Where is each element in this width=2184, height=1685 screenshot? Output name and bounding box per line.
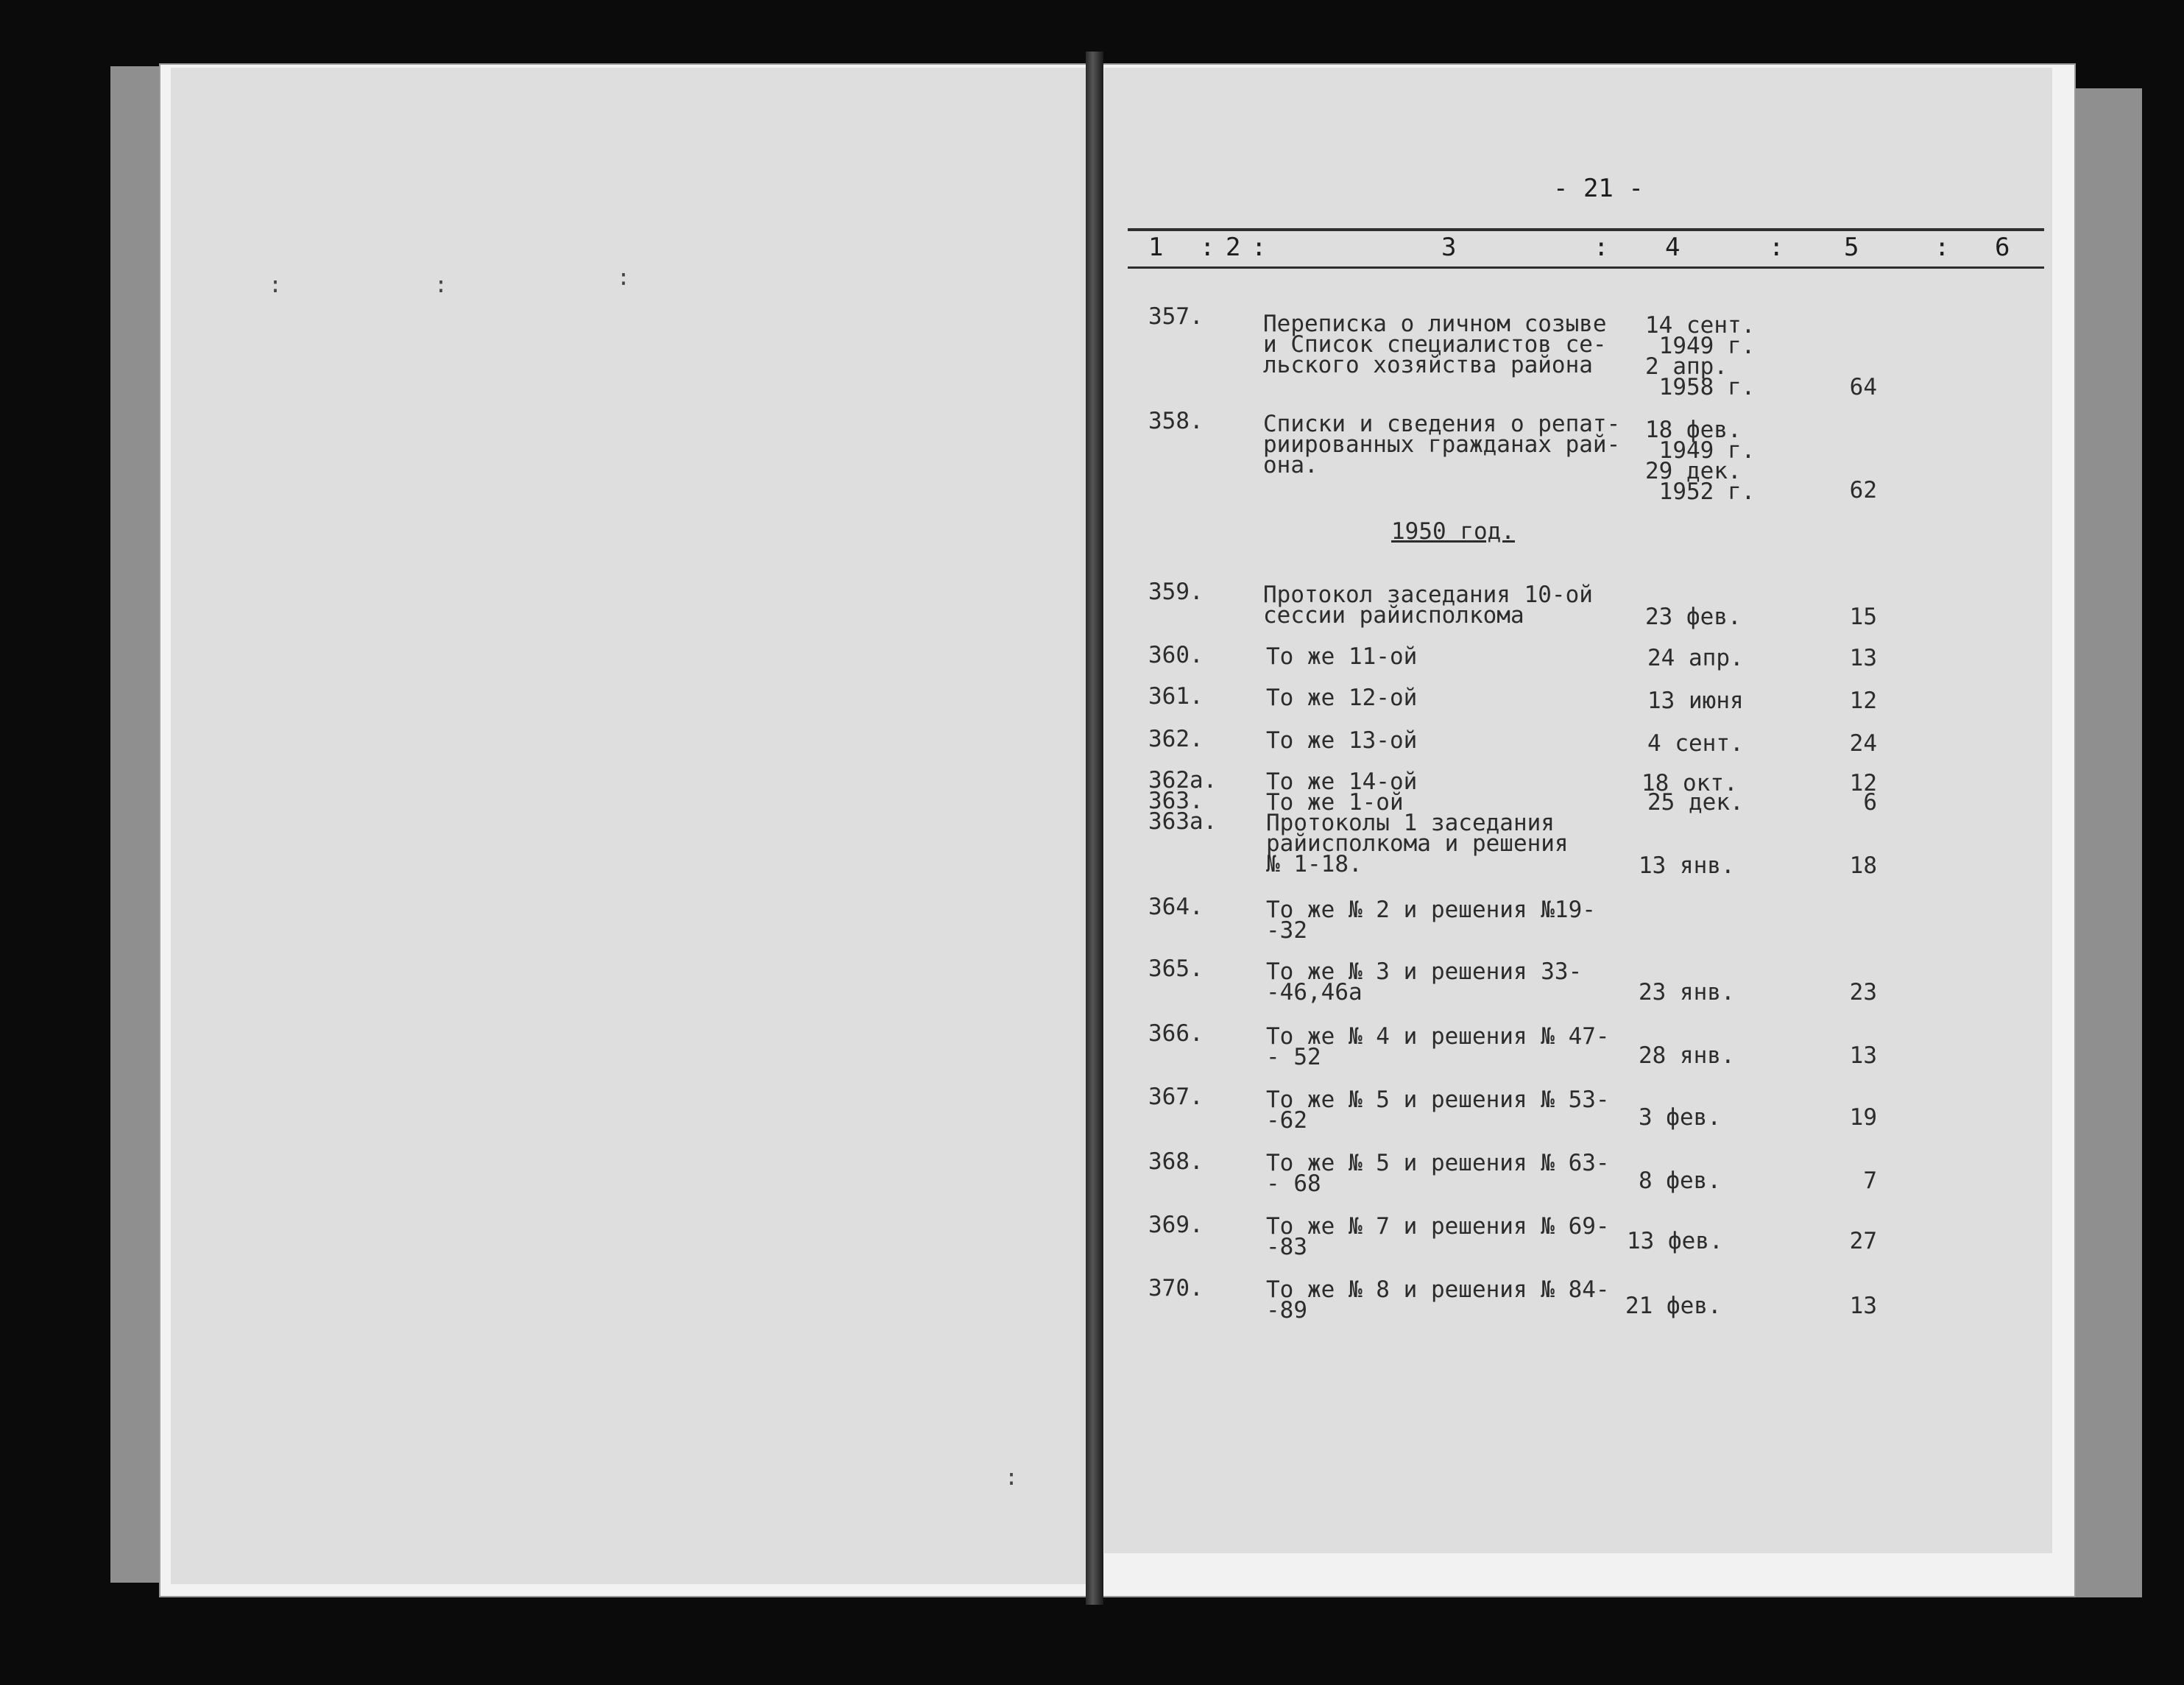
row-description: Протокол заседания 10-ой сессии райисполкома <box>1263 582 1593 629</box>
column-separator: : <box>1200 233 1215 262</box>
row-date: 13 июня <box>1647 688 1744 714</box>
row-date: 18 фев. 1949 г. 29 дек. 1952 г. <box>1645 417 1756 505</box>
row-description: То же № 7 и решения № 69- -83 <box>1266 1213 1610 1260</box>
right-page <box>1104 68 2052 1553</box>
column-header-2: 2 <box>1226 233 1241 262</box>
row-number: 360. <box>1148 642 1204 668</box>
row-sheets: 64 <box>1849 374 1877 400</box>
row-date: 13 янв. <box>1639 852 1735 879</box>
row-sheets: 23 <box>1849 979 1877 1006</box>
row-description: То же 13-ой <box>1266 727 1418 754</box>
row-description: То же 11-ой <box>1266 643 1418 670</box>
row-sheets: 12 <box>1849 770 1877 796</box>
page-number: - 21 - <box>1553 174 1644 203</box>
row-number: 357. <box>1148 303 1204 330</box>
row-date: 4 сент. <box>1647 730 1744 757</box>
row-number: 363а. <box>1148 808 1218 835</box>
row-description: То же № 5 и решения № 63- - 68 <box>1266 1150 1610 1197</box>
column-separator: : <box>1934 233 1950 262</box>
row-date: 24 апр. <box>1647 645 1744 671</box>
row-description: То же 12-ой <box>1266 685 1418 711</box>
row-number: 366. <box>1148 1020 1204 1047</box>
row-sheets: 19 <box>1849 1104 1877 1131</box>
column-header-6: 6 <box>1995 233 2010 262</box>
row-sheets: 6 <box>1863 789 1877 816</box>
row-number: 363. <box>1148 788 1204 814</box>
row-description: То же № 8 и решения № 84- -89 <box>1266 1276 1610 1324</box>
row-date: 3 фев. <box>1639 1104 1721 1131</box>
row-number: 370. <box>1148 1275 1204 1301</box>
column-separator: : <box>1594 233 1609 262</box>
row-date: 21 фев. <box>1625 1293 1722 1319</box>
row-number: 367. <box>1148 1084 1204 1110</box>
left-page-mark: : <box>434 272 448 298</box>
left-page-mark: : <box>269 272 283 298</box>
row-number: 369. <box>1148 1212 1204 1238</box>
column-separator: : <box>1769 233 1784 262</box>
row-description: Списки и сведения о репат- риированных гражданах рай- она. <box>1263 411 1621 478</box>
row-sheets: 18 <box>1849 852 1877 879</box>
row-sheets: 62 <box>1849 477 1877 504</box>
left-page-mark: : <box>617 265 631 291</box>
row-number: 365. <box>1148 955 1204 982</box>
row-description: Переписка о личном созыве и Список специалистов се- льского хозяйства района <box>1263 311 1607 378</box>
row-description: То же № 4 и решения № 47- - 52 <box>1266 1023 1610 1070</box>
row-sheets: 13 <box>1849 1293 1877 1319</box>
column-header-4: 4 <box>1665 233 1681 262</box>
row-sheets: 12 <box>1849 688 1877 714</box>
book-gutter <box>1086 52 1103 1605</box>
row-date: 23 янв. <box>1639 979 1735 1006</box>
row-date: 14 сент. 1949 г. 2 апр. 1958 г. <box>1645 312 1756 400</box>
row-date: 13 фев. <box>1627 1228 1723 1254</box>
row-sheets: 13 <box>1849 1042 1877 1069</box>
row-date: 25 дек. <box>1647 789 1744 816</box>
column-header-3: 3 <box>1441 233 1457 262</box>
row-description: То же № 3 и решения 33- -46,46а <box>1266 958 1583 1006</box>
row-sheets: 13 <box>1849 645 1877 671</box>
row-sheets: 7 <box>1863 1168 1877 1194</box>
row-date: 28 янв. <box>1639 1042 1735 1069</box>
column-separator: : <box>1251 233 1267 262</box>
left-page <box>171 68 1089 1584</box>
row-description: Протоколы 1 заседания райисполкома и решения № 1-18. <box>1266 810 1569 877</box>
row-sheets: 24 <box>1849 730 1877 757</box>
row-date: 23 фев. <box>1645 604 1742 630</box>
row-sheets: 27 <box>1849 1228 1877 1254</box>
column-header-1: 1 <box>1148 233 1164 262</box>
row-date: 8 фев. <box>1639 1168 1721 1194</box>
row-number: 362. <box>1148 726 1204 752</box>
row-number: 359. <box>1148 579 1204 605</box>
section-year-heading: 1950 год. <box>1391 518 1515 545</box>
column-header-5: 5 <box>1844 233 1859 262</box>
row-number: 358. <box>1148 408 1204 434</box>
header-bottom-rule <box>1128 266 2044 269</box>
row-number: 361. <box>1148 683 1204 710</box>
header-top-rule <box>1128 228 2044 231</box>
left-page-mark: : <box>1005 1465 1019 1491</box>
row-description: То же 14-ой <box>1266 769 1418 795</box>
row-number: 364. <box>1148 894 1204 920</box>
row-number: 362а. <box>1148 767 1218 794</box>
row-number: 368. <box>1148 1148 1204 1175</box>
row-description: То же 1-ой <box>1266 789 1404 816</box>
row-sheets: 15 <box>1849 604 1877 630</box>
row-date: 18 окт. <box>1641 770 1738 796</box>
row-description: То же № 2 и решения №19- -32 <box>1266 897 1596 944</box>
row-description: То же № 5 и решения № 53- -62 <box>1266 1087 1610 1134</box>
